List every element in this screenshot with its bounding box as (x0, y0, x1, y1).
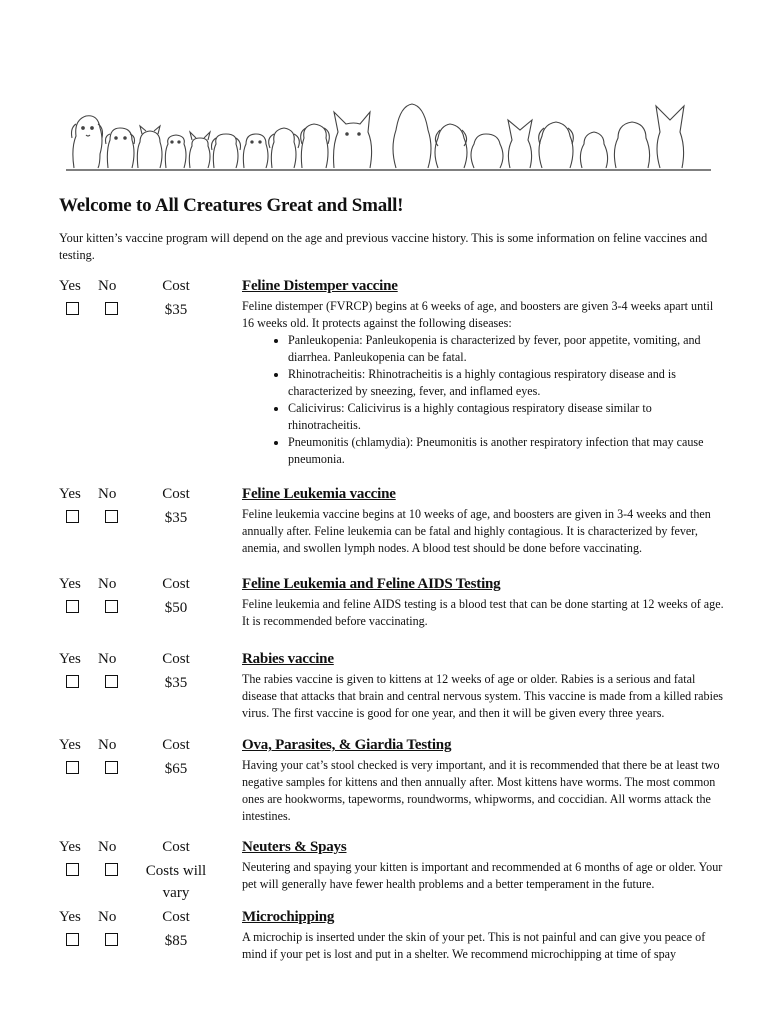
section-neuters-spays (0, 839, 770, 903)
cost-label: Cost (162, 278, 190, 294)
dog-back-illustration-1 (393, 104, 431, 168)
section-body: The rabies vaccine is given to kittens at 12 weeks of age or older. Rabies is a serious and fatal disease that attacks that brain and central nervous system. This vaccine is made from a killed rabies virus. The first vaccine is good for one year, and then it will be given every three years. (242, 672, 724, 720)
dog-illustration-10 (334, 112, 372, 168)
yes-label: Yes (59, 576, 81, 592)
intro-text: Your kitten’s vaccine program will depend on the age and previous vaccine history. This is some information on feline vaccines and testing. (59, 231, 708, 262)
yes-checkbox[interactable] (66, 675, 79, 688)
dog-back-illustration-3 (471, 134, 503, 168)
page-title: Welcome to All Creatures Great and Small! (59, 195, 404, 216)
dog-illustration-8 (269, 128, 300, 168)
yes-label: Yes (59, 651, 81, 667)
section-body: Feline leukemia vaccine begins at 10 weeks of age, and boosters are given in 3-4 weeks and then annually after. Feline leukemia can be fatal and highly contagious. It is characterized by fever, anemia, and swollen lymph nodes. A blood test should be done before vaccinating. (242, 507, 711, 555)
section-title: Ova, Parasites, & Giardia Testing (242, 737, 452, 753)
section-title: Feline Distemper vaccine (242, 278, 398, 294)
no-checkbox[interactable] (105, 933, 118, 946)
yes-label: Yes (59, 486, 81, 502)
no-label: No (98, 839, 117, 855)
section-title: Feline Leukemia and Feline AIDS Testing (242, 576, 501, 592)
disease-list (242, 332, 724, 468)
cost-value: $65 (164, 761, 188, 777)
yes-checkbox[interactable] (66, 761, 79, 774)
cost-value: $35 (164, 510, 188, 526)
no-checkbox[interactable] (105, 863, 118, 876)
section-body: Having your cat’s stool checked is very important, and it is recommended that there be at least two negative samples for kittens and then annually after. Most kittens have worms. The most common ones are hookworms, tapeworms, roundworms, whipworms, and coccidian. All worms attack the intestines. (242, 758, 720, 823)
section-description: Feline distemper (FVRCP) begins at 6 weeks of age, and boosters are given 3-4 weeks apart until 16 weeks old. It protects against the following diseases: (242, 299, 714, 330)
cost-label: Cost (162, 737, 190, 753)
no-checkbox[interactable] (105, 600, 118, 613)
no-label: No (98, 576, 117, 592)
dog-illustration-5 (189, 132, 210, 168)
list-item: • Rhinotracheitis: Rhinotracheitis is a highly contagious respiratory disease and is characterized by sneezing, fever, and inflamed eyes. (288, 366, 724, 400)
list-item: • Panleukopenia: Panleukopenia is characterized by fever, poor appetite, vomiting, and diarrhea. Panleukopenia can be fatal. (288, 332, 724, 366)
cost-value: $50 (164, 600, 188, 616)
no-label: No (98, 278, 117, 294)
section-title: Microchipping (242, 909, 335, 925)
cost-label: Cost (162, 486, 190, 502)
yes-label: Yes (59, 737, 81, 753)
section-rabies-vaccine (0, 651, 770, 721)
yes-checkbox[interactable] (66, 302, 79, 315)
no-label: No (98, 737, 117, 753)
section-title: Feline Leukemia vaccine (242, 486, 396, 502)
dog-illustration-3 (137, 126, 162, 168)
no-label: No (98, 909, 117, 925)
dog-illustration-9 (301, 124, 330, 168)
cost-value: $35 (164, 302, 188, 318)
cost-label: Cost (162, 576, 190, 592)
section-body (242, 298, 724, 468)
yes-checkbox[interactable] (66, 933, 79, 946)
section-title: Rabies vaccine (242, 651, 334, 667)
no-label: No (98, 486, 117, 502)
section-leukemia-aids-testing (0, 576, 770, 632)
cost-value: $35 (164, 675, 188, 691)
yes-label: Yes (59, 278, 81, 294)
yes-label: Yes (59, 839, 81, 855)
cost-label: Cost (162, 839, 190, 855)
section-microchipping (0, 909, 770, 969)
dog-illustration-6 (212, 134, 241, 168)
yes-label: Yes (59, 909, 81, 925)
section-body: Feline leukemia and feline AIDS testing is a blood test that can be done starting at 12 weeks of age. It is recommended before vaccinating. (242, 597, 724, 628)
dog-back-illustration-5 (539, 122, 574, 168)
dog-illustration-4 (165, 135, 186, 168)
section-feline-leukemia-vaccine (0, 486, 770, 556)
yes-checkbox[interactable] (66, 510, 79, 523)
dog-back-illustration-4 (508, 120, 532, 168)
section-feline-distemper (0, 278, 770, 468)
no-checkbox[interactable] (105, 510, 118, 523)
list-item: • Pneumonitis (chlamydia): Pneumonitis is another respiratory infection that may cause pneumonia. (288, 434, 724, 468)
dog-back-illustration-6 (580, 132, 607, 168)
dog-back-illustration-2 (435, 124, 467, 168)
dog-back-illustration-8 (656, 106, 684, 168)
section-body: Neutering and spaying your kitten is important and recommended at 6 months of age or older. Your pet will generally have fewer health problems and a better temperament in the future. (242, 860, 723, 891)
dog-illustration-7 (243, 134, 268, 168)
yes-checkbox[interactable] (66, 863, 79, 876)
no-checkbox[interactable] (105, 302, 118, 315)
cost-label: Cost (162, 909, 190, 925)
dog-illustration-2 (106, 128, 135, 168)
cost-label: Cost (162, 651, 190, 667)
section-title: Neuters & Spays (242, 839, 347, 855)
list-item: • Calicivirus: Calicivirus is a highly contagious respiratory disease similar to rhinotracheitis. (288, 400, 724, 434)
no-label: No (98, 651, 117, 667)
yes-checkbox[interactable] (66, 600, 79, 613)
section-body: A microchip is inserted under the skin of your pet. This is not painful and can give you peace of mind if your pet is lost and put in a shelter. We recommend microchipping at time of spay (242, 930, 706, 961)
no-checkbox[interactable] (105, 761, 118, 774)
no-checkbox[interactable] (105, 675, 118, 688)
cost-value: Costs will vary (145, 863, 207, 901)
section-parasite-testing (0, 737, 770, 823)
pets-banner-illustration (66, 98, 711, 176)
dog-illustration-1 (72, 116, 103, 168)
dog-back-illustration-7 (614, 122, 649, 168)
cost-value: $85 (164, 933, 188, 949)
